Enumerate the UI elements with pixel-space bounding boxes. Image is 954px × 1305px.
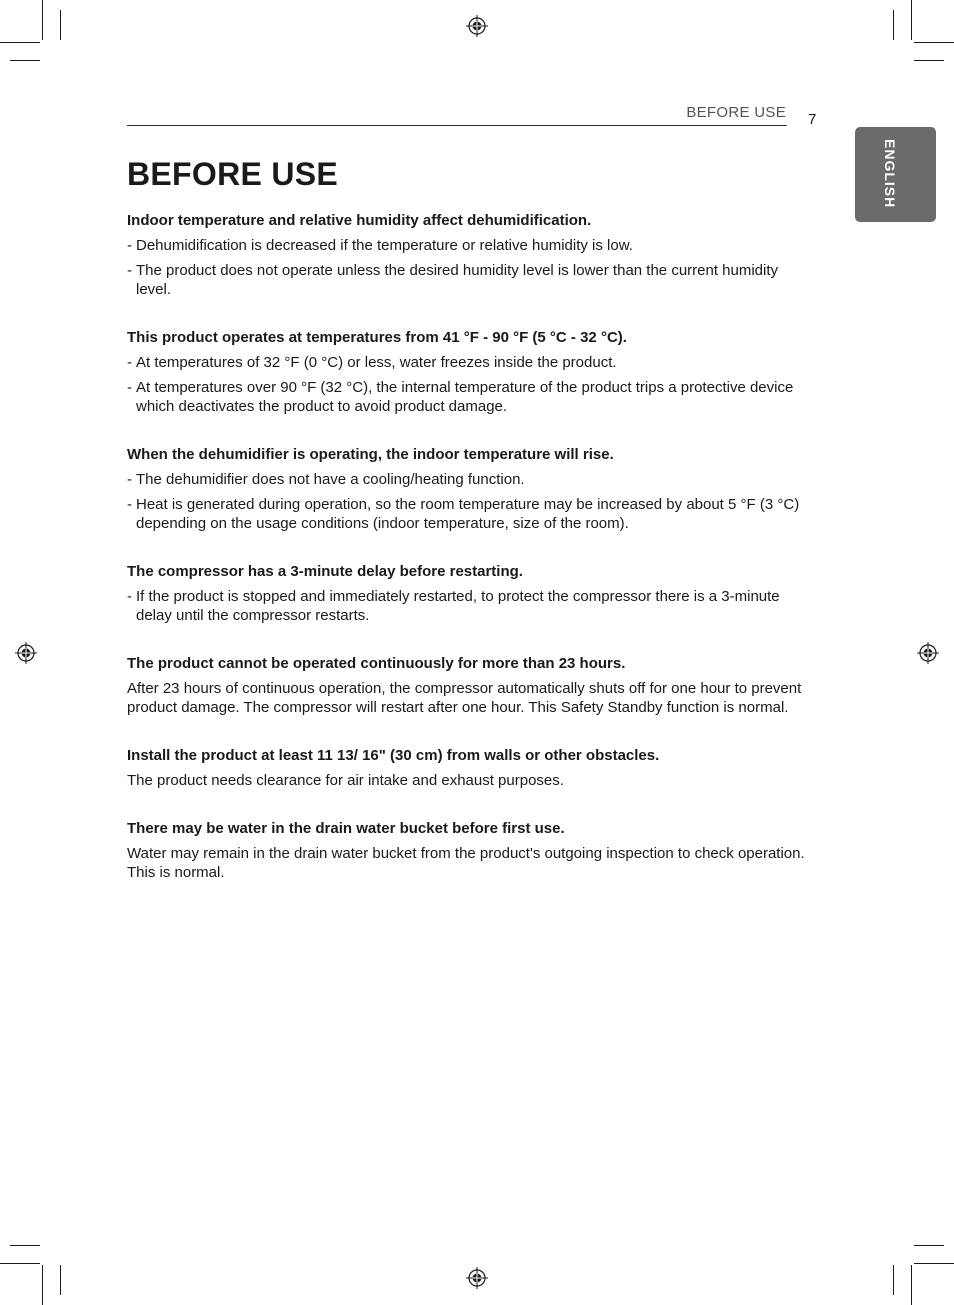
page-number: 7 [808, 111, 817, 128]
section-heading: When the dehumidifier is operating, the indoor temperature will rise. [127, 446, 614, 463]
crop-mark [10, 60, 40, 61]
section-body: The product needs clearance for air intake and exhaust purposes. [127, 772, 564, 789]
section-body: Water may remain in the drain water bucket from the product's outgoing inspection to check operation. This is normal. [127, 845, 805, 881]
language-tab-label: ENGLISH [882, 139, 898, 209]
crop-mark [10, 1245, 40, 1246]
list-item: - The product does not operate unless the desired humidity level is lower than the current humidity level. [127, 261, 817, 299]
registration-mark-icon [466, 15, 488, 37]
crop-mark [914, 42, 954, 43]
section-heading: This product operates at temperatures from 41 °F - 90 °F (5 °C - 32 °C). [127, 329, 627, 346]
crop-mark [42, 0, 43, 40]
language-tab [855, 127, 936, 222]
crop-mark [0, 42, 40, 43]
crop-mark [60, 10, 61, 40]
header-divider [127, 125, 787, 126]
list-item: - At temperatures of 32 °F (0 °C) or less, water freezes inside the product. [127, 353, 817, 372]
crop-mark [911, 0, 912, 40]
list-item: - Heat is generated during operation, so the room temperature may be increased by about 5 °F (3 °C) depending on the usage conditions (indoor temperature, size of the room). [127, 495, 817, 533]
crop-mark [914, 60, 944, 61]
list-item: - At temperatures over 90 °F (32 °C), the internal temperature of the product trips a protective device which deactivates the product to avoid product damage. [127, 378, 817, 416]
crop-mark [893, 1265, 894, 1295]
crop-mark [914, 1245, 944, 1246]
crop-mark [914, 1263, 954, 1264]
section-compressor-delay [127, 562, 817, 625]
section-humidity [127, 211, 817, 299]
section-body: After 23 hours of continuous operation, the compressor automatically shuts off for one hour to prevent product damage. The compressor will restart after one hour. This Safety Standby function is normal. [127, 680, 802, 716]
bullet-list [127, 587, 817, 625]
list-item: - The dehumidifier does not have a cooling/heating function. [127, 470, 817, 489]
section-continuous-operation [127, 654, 817, 717]
section-water-in-bucket [127, 819, 817, 882]
section-heading: The product cannot be operated continuously for more than 23 hours. [127, 655, 626, 672]
registration-mark-icon [15, 642, 37, 664]
section-temperature-rise [127, 445, 817, 533]
list-item: - If the product is stopped and immediately restarted, to protect the compressor there is a 3-minute delay until the compressor restarts. [127, 587, 817, 625]
bullet-list [127, 470, 817, 533]
crop-mark [893, 10, 894, 40]
crop-mark [42, 1265, 43, 1305]
section-heading: Indoor temperature and relative humidity affect dehumidification. [127, 212, 592, 229]
list-item: - Dehumidification is decreased if the temperature or relative humidity is low. [127, 236, 817, 255]
content [127, 211, 817, 911]
bullet-list [127, 236, 817, 299]
page-title: BEFORE USE [127, 156, 339, 192]
registration-mark-icon [466, 1267, 488, 1289]
crop-mark [0, 1263, 40, 1264]
crop-mark [60, 1265, 61, 1295]
section-installation-clearance [127, 746, 817, 790]
section-operating-temperature [127, 328, 817, 416]
bullet-list [127, 353, 817, 416]
section-heading: There may be water in the drain water bucket before first use. [127, 820, 565, 837]
registration-mark-icon [917, 642, 939, 664]
section-heading: Install the product at least 11 13/ 16" (30 cm) from walls or other obstacles. [127, 747, 660, 764]
running-header: BEFORE USE [686, 104, 786, 121]
section-heading: The compressor has a 3-minute delay before restarting. [127, 563, 523, 580]
crop-mark [911, 1265, 912, 1305]
